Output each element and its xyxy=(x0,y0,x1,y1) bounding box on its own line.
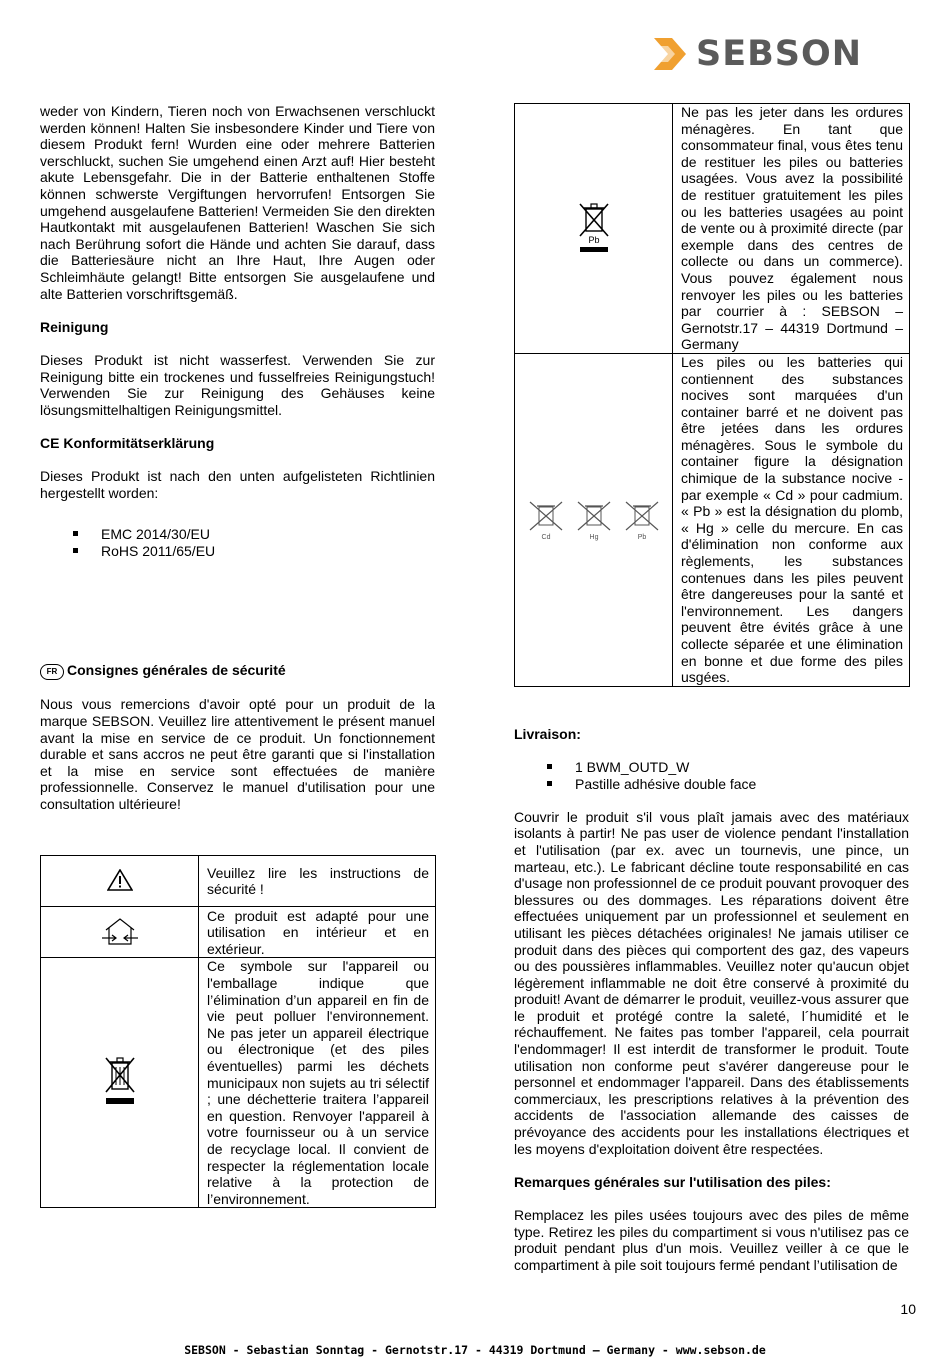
battery-notes-paragraph: Remplacez les piles usées toujours avec des piles de même type. Retirez les piles du compartiment si vous n'utilisez pas ce produit pendant plus d'un mois. Veuillez veiller à ce que le compartiment à pile soit toujours fermé pendant l’utilisation de xyxy=(514,1207,909,1273)
table-icon-cell xyxy=(515,353,673,686)
ce-heading: CE Konformitätserklärung xyxy=(40,434,215,451)
cleaning-heading: Reinigung xyxy=(40,318,109,335)
table-row xyxy=(41,856,436,907)
list-item: Pastille adhésive double face xyxy=(514,776,909,793)
hg-label: Hg xyxy=(589,533,598,541)
battery-bin-pb-icon xyxy=(577,201,611,253)
safety-paragraph: Nous vous remercions d'avoir opté pour un produit de la marque SEBSON. Veuillez lire attentivement le présent manuel avant la mise en service de ce produit. Un fonctionnement durable et sans accros ne peut être garanti que si l'installation et la mise en service sont effectuées de manière professionnelle. Conservez le manuel d'utilisation pour une consultation ultérieure! xyxy=(40,696,435,812)
battery-bin-cd-icon xyxy=(526,499,566,541)
table-text-cell: Ne pas les jeter dans les ordures ménagères. En tant que consommateur final, vous êtes tenu de restituer les piles ou batteries usagées. Vous avez la possibilité de restituer gratuitement les piles ou les batteries usagées au point de vente ou à proximité directe (par exemple dans des centres de collecte ou dans un commerce). Vous pouvez également nous renvoyer les piles ou les batteries par courrier à : SEBSON – Gernotstr.17 – 44319 Dortmund – Germany xyxy=(673,104,910,354)
table-text-cell: Ce symbole sur l'appareil ou l'emballage indique que l’élimination d’un appareil en fin de vie peut polluer l'environnement. Ne pas jeter un appareil électrique ou électronique (et des piles éventuelles) parmi les déchets municipaux non sujets au tri sélectif ; une déchetterie traitera l’appareil en question. Renvoyer l'appareil à votre fournisseur ou à un service de recyclage local. Il convient de respecter la réglementation locale relative à la protection de l’environnement. xyxy=(199,958,436,1208)
table-icon-cell xyxy=(41,907,199,958)
pb-label: Pb xyxy=(587,234,600,245)
cd-label: Cd xyxy=(541,533,550,541)
battery-notes-heading: Remarques générales sur l'utilisation des piles: xyxy=(514,1173,831,1190)
battery-warning-paragraph: weder von Kindern, Tieren noch von Erwachsenen verschluckt werden können! Halten Sie insbesondere Kinder und Tiere von diesem Produkt fern! Wurden eine oder mehrere Batterien verschluckt, suchen Sie umgehend einen Arzt auf! Hier besteht akute Lebensgefahr. Die in der Batterie enthaltenen Stoffe können schwerste Vergiftungen hervorrufen! Entsorgen Sie umgehend ausgelaufene Batterien! Vermeiden Sie den direkten Hautkontakt mit ausgelaufenen Batterien! Waschen Sie sich nach Berührung sofort die Hände und achten Sie darauf, dass die Batteriesäure nicht an Ihre Haut, Ihre Augen oder Schleimhäute gelangt! Bitte entsorgen Sie ausgelaufene und alte Batterien vorschriftsgemäß. xyxy=(40,103,435,302)
cleaning-paragraph: Dieses Produkt ist nicht wasserfest. Verwenden Sie zur Reinigung bitte ein trockenes und fusselfreies Reinigungstuch! Verwenden Sie zur Reinigung des Gehäuses keine lösungsmittelhaltigen Reinigungsmittel. xyxy=(40,351,435,418)
table-text-cell: Veuillez lire les instructions de sécurité ! xyxy=(199,856,436,907)
delivery-list xyxy=(514,759,909,792)
pb-small-label: Pb xyxy=(637,533,646,541)
table-row xyxy=(41,907,436,958)
list-item: RoHS 2011/65/EU xyxy=(40,543,435,560)
table-icon-cell xyxy=(41,958,199,1208)
table-row xyxy=(41,958,436,1208)
table-row xyxy=(515,353,910,686)
page-footer: SEBSON - Sebastian Sonntag - Gernotstr.17 - 44319 Dortmund – Germany - www.sebson.de xyxy=(184,1343,766,1357)
list-item: EMC 2014/30/EU xyxy=(40,526,435,543)
ce-paragraph: Dieses Produkt ist nach den unten aufgelisteten Richtlinien hergestellt worden: xyxy=(40,468,435,501)
table-text-cell: Les piles ou les batteries qui contiennent des substances nocives sont marquées d'un container barré et ne doivent pas être jetées dans les ordures ménagères. Sous le symbole du container figure la désignation chimique de la substance nocive - par exemple « Cd » pour cadmium. « Pb » est la désignation du plomb, « Hg » celle du mercure. En cas d'élimination non conforme aux règlements, les substances contenues dans les piles peuvent être dangereuses pour la santé et l'environnement. Les dangers peuvent être évités grâce à une collecte séparée et une élimination en bonne et due forme des piles usgées. xyxy=(673,353,910,686)
right-column xyxy=(514,103,909,1273)
table-icon-cell xyxy=(515,104,673,354)
symbols-table xyxy=(40,855,436,1208)
brand-logo xyxy=(651,34,861,74)
battery-table xyxy=(514,103,910,687)
indoor-outdoor-house-icon xyxy=(100,916,140,946)
battery-bin-pb-small-icon xyxy=(622,499,662,541)
hazard-bins-group xyxy=(515,499,672,541)
delivery-heading: Livraison: xyxy=(514,725,581,742)
battery-bin-hg-icon xyxy=(574,499,614,541)
table-row xyxy=(515,104,910,354)
fr-language-badge: FR xyxy=(40,664,64,680)
usage-warning-paragraph: Couvrir le produit s'il vous plaît jamais avec des matériaux isolants à partir! Ne pas user de violence pendant l'installation et l'utilisation (par ex. avec un tournevis, une pince, un marteau, etc.). Le fabricant décline toute responsabilité en cas d'usage non professionnel de ce produit pouvant provoquer des blessures ou des dommages. Les réparations doivent être effectuées uniquement par un professionnel et seulement en utilisant les pièces détachées originales! Ne jamais utiliser ce produit dans des pièces qui comportent des gaz, des vapeurs ou des poussières inflammables. Veuillez noter qu'aucun objet légèrement inflammable ne doit être conservé à proximité du produit! Avant de démarrer le produit, veuillez-vous assurer que le produit et protégé contre la saleté, l´humidité et le réchauffement. Ne faites pas tomber l'appareil, cela pourrait l'endommager! Il est interdit de transformer le produit. Toute utilisation non conforme peut s'avérer dangereuse pour le personnel et endommager l'appareil. Dans des établissements commerciaux, les prescriptions relatives à la prévention des accidents de l'association allemande des caisses de prévoyance des accidents pour les installations électriques et les moyens d'exploitation doivent être respectées. xyxy=(514,808,909,1157)
safety-heading-text: Consignes générales de sécurité xyxy=(67,662,286,679)
table-icon-cell xyxy=(41,856,199,907)
page-number: 10 xyxy=(900,1301,916,1317)
crossed-out-bin-icon xyxy=(103,1055,137,1107)
list-item: 1 BWM_OUTD_W xyxy=(514,759,909,776)
safety-heading xyxy=(40,662,435,679)
logo-arrow-icon xyxy=(651,34,691,74)
left-column xyxy=(40,103,435,1208)
table-text-cell: Ce produit est adapté pour une utilisation en intérieur et en extérieur. xyxy=(199,907,436,958)
warning-triangle-icon xyxy=(107,869,133,891)
logo-text: SEBSON xyxy=(696,34,863,74)
ce-list xyxy=(40,526,435,559)
